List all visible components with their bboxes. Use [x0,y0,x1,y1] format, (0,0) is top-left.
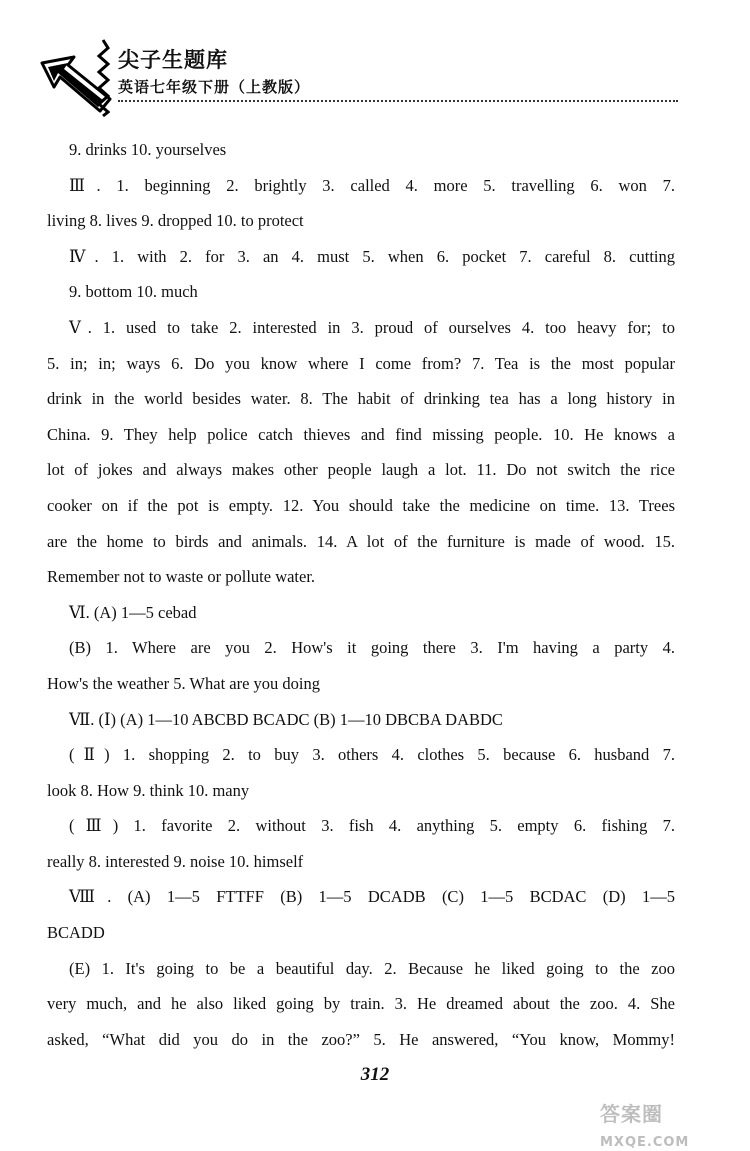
answer-line: Ⅴ. 1. used to take 2. interested in 3. proud of ourselves 4. too heavy for; to [69,317,675,337]
answer-line: (Ⅲ) 1. favorite 2. without 3. fish 4. anything 5. empty 6. fishing 7. [69,816,675,836]
answer-line: (B) 1. Where are you 2. How's it going there 3. I'm having a party 4. [69,638,675,658]
answer-line: How's the weather 5. What are you doing [47,673,321,693]
answer-line: 9. drinks 10. yourselves [69,140,227,159]
answer-line: China. 9. They help police catch thieves and find missing people. 10. He knows a [47,424,675,444]
book-subtitle: 英语七年级下册（上教版） [118,78,311,96]
answer-line: living 8. lives 9. dropped 10. to protect [47,211,304,231]
answer-line: drink in the world besides water. 8. The habit of drinking tea has a long history in [47,389,675,409]
answer-line: (Ⅱ) 1. shopping 2. to buy 3. others 4. clothes 5. because 6. husband 7. [69,745,675,765]
answer-line: very much, and he also liked going by train. 3. He dreamed about the zoo. 4. She [47,994,675,1014]
squiggle-divider-icon [96,38,110,118]
answer-line: 5. in; in; ways 6. Do you know where I come from? 7. Tea is the most popular [47,353,675,373]
watermark-logo: 答案圈 MXQE.COM [600,1102,690,1150]
answer-line: BCADD [47,923,105,943]
answer-line: asked, “What did you do in the zoo?” 5. He answered, “You know, Mommy! [47,1029,675,1049]
page-number: 312 [360,1064,390,1085]
answer-line: cooker on if the pot is empty. 12. You should take the medicine on time. 13. Trees [47,495,675,515]
answer-line: Ⅵ. (A) 1—5 cebad [69,602,197,622]
answer-line: Remember not to waste or pollute water. [47,567,316,587]
answer-line: Ⅲ. 1. beginning 2. brightly 3. called 4. more 5. travelling 6. won 7. [69,175,675,195]
answer-line: lot of jokes and always makes other people laugh a lot. 11. Do not switch the rice [47,460,675,480]
answer-line: (E) 1. It's going to be a beautiful day. 2. Because he liked going to the zoo [69,958,675,978]
answer-line: Ⅳ. 1. with 2. for 3. an 4. must 5. when 6. pocket 7. careful 8. cutting [69,246,675,266]
answer-line: look 8. How 9. think 10. many [47,780,250,800]
answer-line: Ⅶ. (Ⅰ) (A) 1—10 ABCBD BCADC (B) 1—10 DBCBA DABDC [69,709,503,729]
answer-content [47,132,675,1057]
answer-line: 9. bottom 10. much [69,282,198,302]
page-header [0,0,750,120]
header-divider [118,100,678,102]
answer-line: really 8. interested 9. noise 10. himself [47,851,304,871]
book-brand: 尖子生题库 [118,48,228,72]
answer-line: are the home to birds and animals. 14. A lot of the furniture is made of wood. 15. [47,531,675,551]
answer-line: Ⅷ. (A) 1—5 FTTFF (B) 1—5 DCADB (C) 1—5 BCDAC (D) 1—5 [69,887,675,907]
